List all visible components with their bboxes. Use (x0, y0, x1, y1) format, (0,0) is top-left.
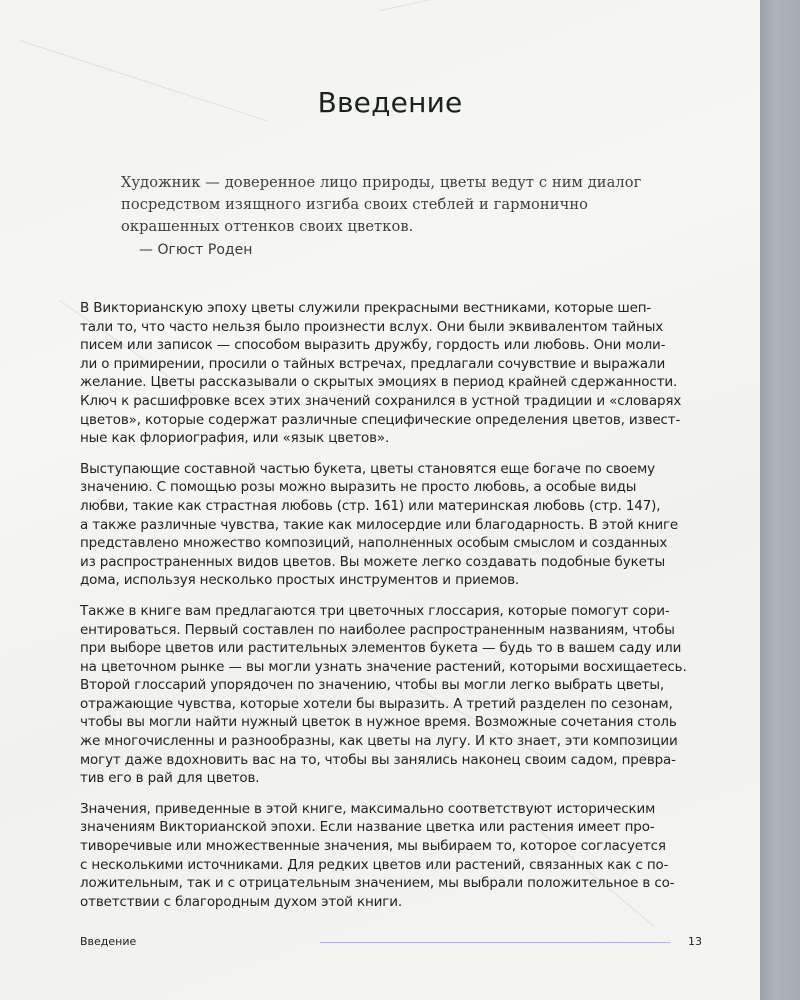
text-line: Второй глоссарий упорядочен по значению, чтобы вы могли легко выбрать цветы, (80, 677, 665, 694)
book-spine-edge (760, 0, 800, 1000)
text-line: ные как флориография, или «язык цветов». (80, 430, 390, 447)
text-line: значениям Викторианской эпохи. Если название цветка или растения имеет про- (80, 819, 655, 836)
paragraph (80, 800, 720, 912)
epigraph-line: окрашенных оттенков своих цветков. (121, 218, 414, 235)
text-line: могут даже вдохновить вас на то, чтобы вы занялись наконец своим садом, превра- (80, 751, 676, 768)
text-line: при выборе цветов или растительных элементов букета — будь то в вашем саду или (80, 640, 682, 657)
paragraph (80, 460, 720, 590)
footer-divider (320, 942, 670, 943)
text-line: Также в книге вам предлагаются три цветочных глоссария, которые помогут сори- (80, 602, 670, 619)
text-line: желание. Цветы рассказывали о скрытых эмоциях в период крайней сдержанности. (80, 374, 678, 391)
epigraph-attribution: — Огюст Роден (139, 242, 253, 258)
text-line: чтобы вы могли найти нужный цветок в нужное время. Возможные сочетания столь (80, 714, 677, 731)
epigraph-line: Художник — доверенное лицо природы, цветы ведут с ним диалог (121, 174, 642, 191)
text-line: любви, такие как страстная любовь (стр. 161) или материнская любовь (стр. 147), (80, 497, 661, 514)
page-number: 13 (688, 935, 702, 948)
epigraph-quote (121, 172, 681, 238)
text-line: из распространенных видов цветов. Вы можете легко создавать подобные букеты (80, 553, 665, 570)
text-line: ли о примирении, просили о тайных встречах, предлагали сочувствие и выражали (80, 355, 666, 372)
marble-vein (380, 0, 576, 11)
text-line: писем или записок — способом выразить дружбу, гордость или любовь. Они моли- (80, 337, 666, 354)
text-line: Выступающие составной частью букета, цветы становятся еще богаче по своему (80, 460, 655, 477)
text-line: тали то, что часто нельзя было произнести вслух. Они были эквивалентом тайных (80, 318, 664, 335)
page-title: Введение (317, 86, 463, 119)
epigraph-line: посредством изящного изгиба своих стеблей и гармонично (121, 196, 589, 213)
text-line: на цветочном рынке — вы могли узнать значение растений, которыми восхищаетесь. (80, 658, 687, 675)
text-line: дома, используя несколько простых инструментов и приемов. (80, 572, 520, 589)
text-line: представлено множество композиций, наполненных особым смыслом и созданных (80, 535, 668, 552)
text-line: В Викторианскую эпоху цветы служили прекрасными вестниками, которые шеп- (80, 300, 652, 316)
footer-section-title: Введение (80, 935, 137, 948)
text-line: же многочисленны и разнообразны, как цветы на лугу. И кто знает, эти композиции (80, 733, 678, 750)
text-line: ответствии с благородным духом этой книги. (80, 893, 403, 910)
text-line: тиворечивые или множественные значения, мы выбираем то, которое согласуется (80, 838, 666, 855)
text-line: Ключ к расшифровке всех этих значений сохранился в устной традиции и «словарях (80, 392, 682, 409)
body-text (80, 299, 720, 923)
text-line: с несколькими источниками. Для редких цветов или растений, связанных как с по- (80, 856, 669, 873)
text-line: цветов», которые содержат различные специфические определения цветов, извест- (80, 411, 681, 428)
text-line: Значения, приведенные в этой книге, максимально соответствуют историческим (80, 800, 656, 817)
paragraph (80, 299, 720, 448)
text-line: ентироваться. Первый составлен по наиболее распространенным названиям, чтобы (80, 621, 675, 638)
text-line: отражающие чувства, которые хотели бы выразить. А третий разделен по сезонам, (80, 695, 673, 712)
text-line: тив его в рай для цветов. (80, 770, 260, 787)
text-line: ложительным, так и с отрицательным значением, мы выбрали положительное в со- (80, 875, 675, 892)
paragraph (80, 602, 720, 788)
text-line: значению. С помощью розы можно выразить не просто любовь, а особые виды (80, 479, 637, 496)
text-line: а также различные чувства, такие как милосердие или благодарность. В этой книге (80, 516, 679, 533)
